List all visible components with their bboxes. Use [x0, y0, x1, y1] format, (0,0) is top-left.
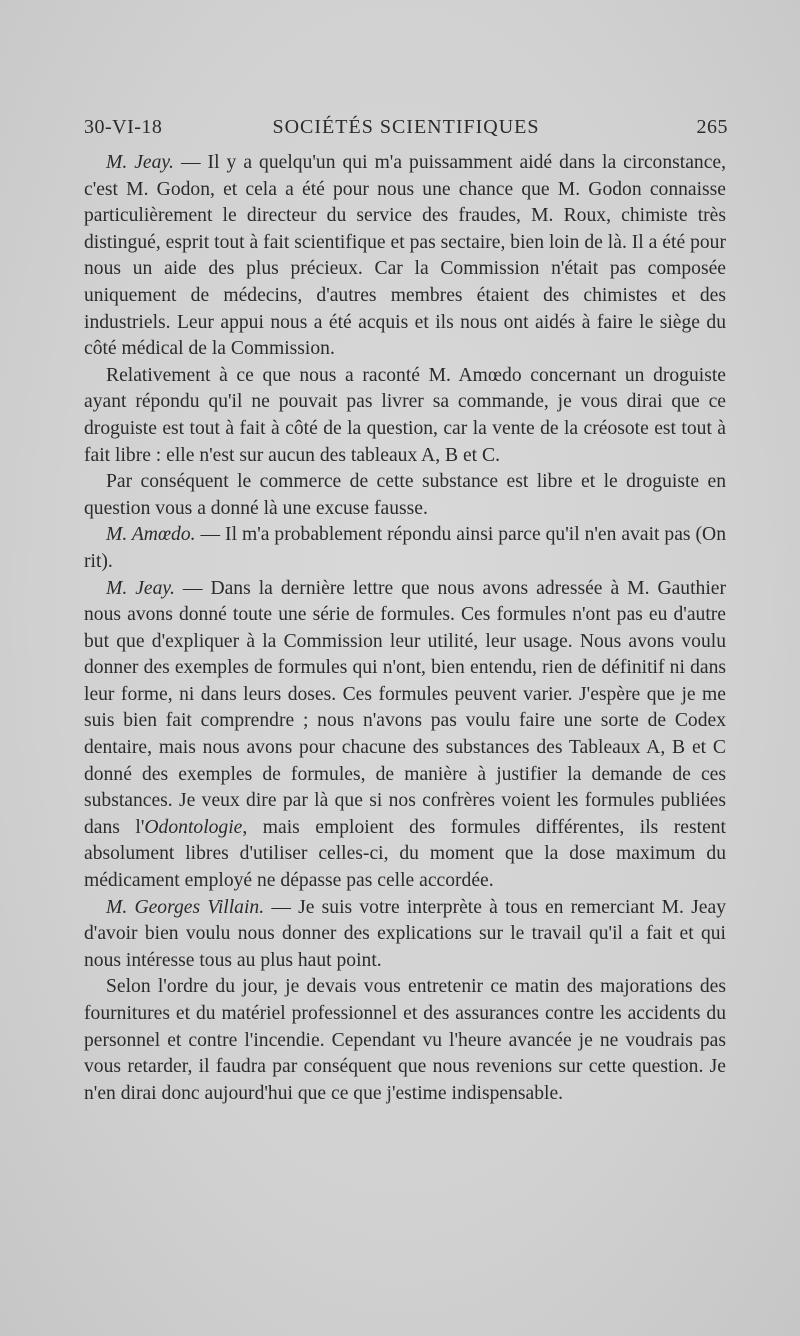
header-title: SOCIÉTÉS SCIENTIFIQUES	[272, 116, 540, 138]
page-number: 265	[696, 116, 728, 138]
paragraph-text: — Il m'a probablement répondu ainsi parce qu'il n'en avait pas (On rit).	[84, 524, 726, 572]
paragraph-text: — Je suis votre interprète à tous en remerciant M. Jeay d'avoir bien voulu nous donner des explications sur le travail qu'il a fait et qui nous intéresse tous au plus haut point.	[84, 896, 726, 971]
paragraph-text: — Dans la dernière lettre que nous avons adressée à M. Gauthier nous avons donné toute une série de formules. Ces formules n'ont pas eu d'autre but que d'expliquer à la Commission leur utilité, leur usage. Nous avons voulu donner des exemples de formules qui n'ont, bien entendu, rien de définitif ni dans leur forme, ni dans leurs doses. Ces formules peuvent varier. J'espère que je me suis bien fait comprendre ; nous n'avons pas voulu faire une sorte de Codex dentaire, mais nous avons pour chacune des substances des Tableaux A, B et C donné des exemples de formules, de manière à justifier la demande de ces substances. Je veux dire par là que si nos confrères voient les formules publiées dans l'	[84, 577, 726, 838]
paragraph	[84, 576, 726, 895]
paragraph-text: Par conséquent le commerce de cette substance est libre et le droguiste en question vous a donné là une excuse fausse.	[84, 471, 726, 519]
header-date: 30-VI-18	[84, 116, 163, 138]
running-header	[84, 116, 728, 144]
speaker-name: M. Amœdo.	[106, 524, 196, 546]
paragraph	[84, 469, 726, 522]
paragraph-text: — Il y a quelqu'un qui m'a puissamment aidé dans la circonstance, c'est M. Godon, et cela a été pour nous une chance que M. Godon connaisse particulièrement le directeur du service des fraudes, M. Roux, chimiste très distingué, esprit tout à fait scientifique et pas sectaire, bien loin de là. Il a été pour nous un aide des plus précieux. Car la Commission n'était pas composée uniquement de médecins, d'autres membres étaient des chimistes et des industriels. Leur appui nous a été acquis et ils nous ont aidés à faire le siège du côté médical de la Commission.	[84, 152, 726, 360]
paragraph	[84, 895, 726, 975]
paragraph	[84, 363, 726, 469]
speaker-name: M. Jeay.	[106, 577, 175, 599]
paragraph	[84, 150, 726, 363]
paragraph	[84, 974, 726, 1107]
speaker-name: M. Jeay.	[106, 152, 174, 173]
speaker-name: M. Georges Villain.	[106, 896, 265, 918]
paragraph	[84, 522, 726, 575]
paragraph-text: , mais emploient des formules différentes, ils restent absolument libres d'utiliser celles-ci, du moment que la dose maximum du médicament employé ne dépasse pas celle accordée.	[84, 816, 727, 892]
paragraph-text: Relativement à ce que nous a raconté M. Amœdo concernant un droguiste ayant répondu qu'il ne pouvait pas livrer sa commande, je vous dirai que ce droguiste est tout à fait à côté de la question, car la vente de la créosote est tout à fait libre : elle n'est sur aucun des tableaux A, B et C.	[84, 364, 726, 466]
journal-title: Odontologie	[144, 816, 243, 838]
paragraph-text: Selon l'ordre du jour, je devais vous entretenir ce matin des majorations des fournitures et du matériel professionnel et des assurances contre les accidents du personnel et contre l'incendie. Cependant vu l'heure avancée je ne voudrais pas vous retarder, il faudra par conséquent que nous revenions sur cette question. Je n'en dirai donc aujourd'hui que ce que j'estime indispensable.	[84, 976, 726, 1104]
body-text	[84, 150, 726, 1107]
